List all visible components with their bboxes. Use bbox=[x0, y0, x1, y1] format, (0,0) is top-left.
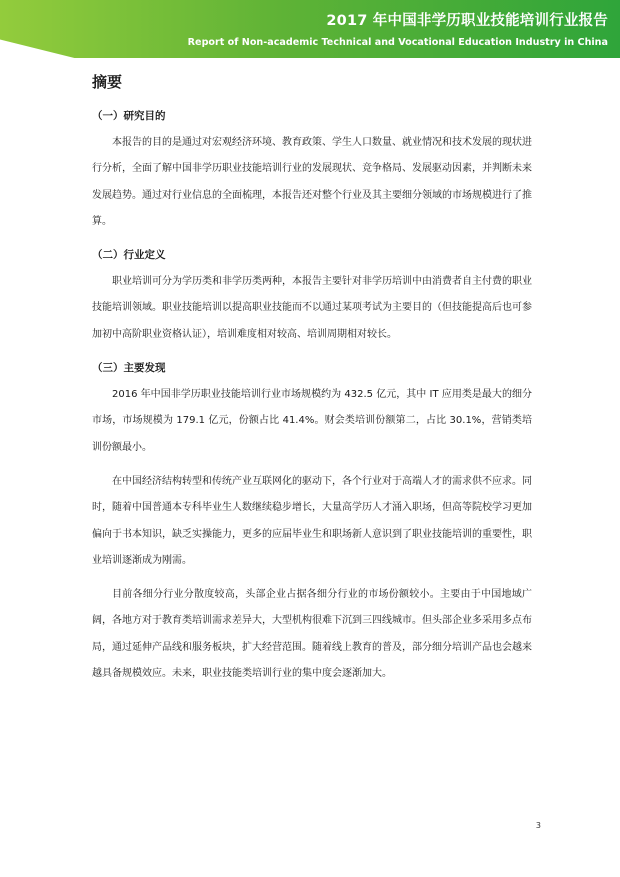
paragraph: 在中国经济结构转型和传统产业互联网化的驱动下，各个行业对于高端人才的需求供不应求。同时，随着中国普通本专科毕业生人数继续稳步增长，大量高学历人才涌入职场，但高等院校学习更加偏向于书本知识，缺乏实操能力，更多的应届毕业生和职场新人意识到了职业技能培训的重要性，职业培训逐渐成为刚需。 bbox=[92, 475, 532, 566]
section-heading: （三）主要发现 bbox=[92, 362, 166, 375]
paragraph: 本报告的目的是通过对宏观经济环境、教育政策、学生人口数量、就业情况和技术发展的现状进行分析，全面了解中国非学历职业技能培训行业的发展现状、竞争格局、发展驱动因素，并判断未来发展趋势。通过对行业信息的全面梳理，本报告还对整个行业及其主要细分领域的市场规模进行了推算。 bbox=[92, 137, 532, 227]
section-heading: （一）研究目的 bbox=[92, 110, 166, 122]
document-body bbox=[92, 72, 532, 687]
section-main-findings bbox=[92, 358, 532, 687]
paragraph: 职业培训可分为学历类和非学历类两种，本报告主要针对非学历培训中由消费者自主付费的职业技能培训领域。职业技能培训以提高职业技能而不以通过某项考试为主要目的（但技能提高后也可参加初中高阶职业资格认证），培训难度相对较高、培训周期相对较长。 bbox=[92, 276, 532, 340]
section-research-purpose bbox=[92, 106, 532, 235]
page-number: 3 bbox=[535, 821, 541, 830]
paragraph: 2016 年中国非学历职业技能培训行业市场规模约为 432.5 亿元，其中 IT 应用类是最大的细分市场，市场规模为 179.1 亿元，份额占比 41.4%。财会类培训份额第二，占比 30.1%，营销类培训份额最小。 bbox=[92, 389, 532, 453]
report-title-cn: 2017 年中国非学历职业技能培训行业报告 bbox=[326, 13, 608, 29]
section-heading: （二）行业定义 bbox=[92, 249, 166, 262]
report-title-en: Report of Non-academic Technical and Vocational Education Industry in China bbox=[187, 37, 608, 48]
abstract-title: 摘要 bbox=[92, 73, 123, 91]
section-industry-definition bbox=[92, 245, 532, 348]
paragraph: 目前各细分行业分散度较高，头部企业占据各细分行业的市场份额较小。主要由于中国地域广阔，各地方对于教育类培训需求差异大，大型机构很难下沉到三四线城市。但头部企业多采用多点布局，通过延伸产品线和服务板块，扩大经营范围。随着线上教育的普及，部分细分培训产品也会越来越具备规模效应。未来，职业技能类培训行业的集中度会逐渐加大。 bbox=[92, 589, 532, 680]
